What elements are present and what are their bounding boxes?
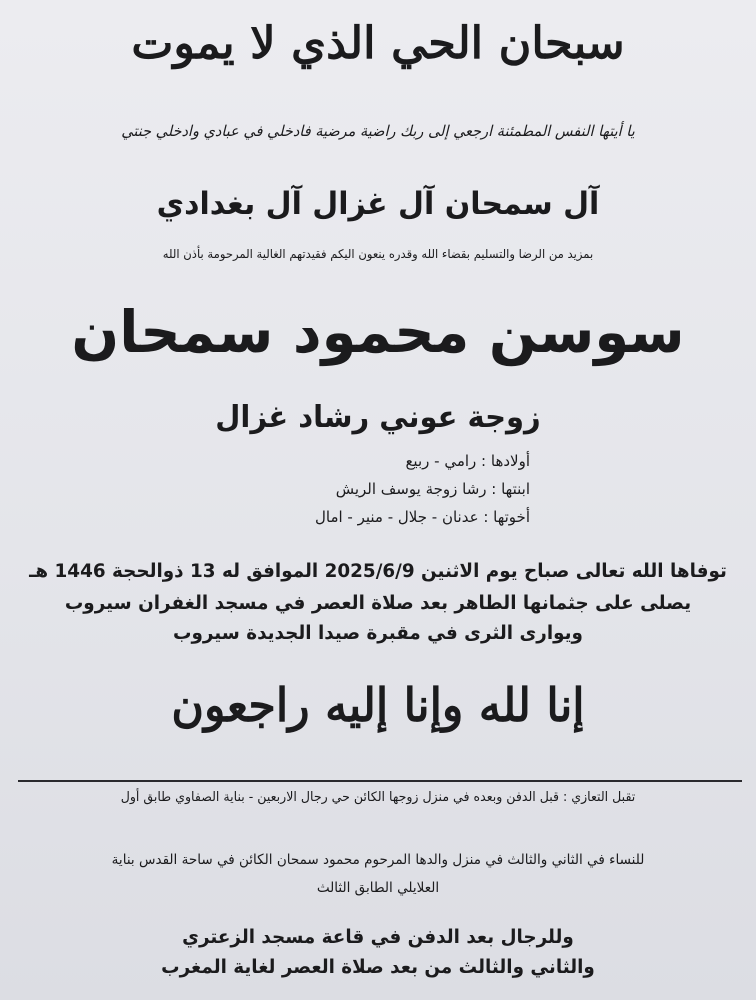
children-line: أولادها : رامي - ربيع — [405, 452, 530, 470]
funeral-prayer-line: يصلى على جثمانها الطاهر بعد صلاة العصر في مسجد الغفران سيروب — [64, 592, 692, 614]
spouse-line: زوجة عوني رشاد غزال — [215, 400, 541, 435]
condolence-line: تقبل التعازي : قبل الدفن وبعده في منزل زوجها الكائن حي رجال الاربعين - بناية الصفاوي طابق أول — [120, 790, 636, 805]
burial-line: ويوارى الثرى في مقبرة صيدا الجديدة سيروب — [173, 622, 583, 644]
men-condolence-line-2: والثاني والثالث من بعد صلاة العصر لغاية المغرب — [161, 956, 595, 978]
deceased-name: سوسن محمود سمحان — [71, 298, 685, 366]
women-condolence-line-1: للنساء في الثاني والثالث في منزل والدها المرحوم محمود سمحان الكائن في ساحة القدس بناية — [111, 852, 645, 868]
daughter-line: ابنتها : رشا زوجة يوسف الريش — [335, 480, 530, 498]
divider-line — [18, 780, 742, 782]
death-date-line: توفاها الله تعالى صباح يوم الاثنين 2025/6/9 الموافق له 13 ذوالحجة 1446 هـ — [29, 560, 727, 582]
bottom-calligraphy: إنا لله وإنا إليه راجعون — [171, 678, 585, 732]
intro-text: بمزيد من الرضا والتسليم بقضاء الله وقدره ينعون اليكم فقيدتهم الغالية المرحومة بأذن الله — [162, 247, 594, 261]
family-names: آل سمحان آل غزال آل بغدادي — [156, 186, 600, 222]
men-condolence-line-1: وللرجال بعد الدفن في قاعة مسجد الزعتري — [182, 926, 574, 948]
women-condolence-line-2: العلايلي الطابق الثالث — [316, 880, 440, 896]
siblings-line: أخوتها : عدنان - جلال - منير - امال — [314, 508, 530, 526]
quran-verse: يا أيتها النفس المطمئنة ارجعي إلى ربك راضية مرضية فادخلي في عبادي وادخلي جنتي — [121, 122, 635, 140]
top-calligraphy-title: سبحان الحي الذي لا يموت — [131, 18, 625, 69]
